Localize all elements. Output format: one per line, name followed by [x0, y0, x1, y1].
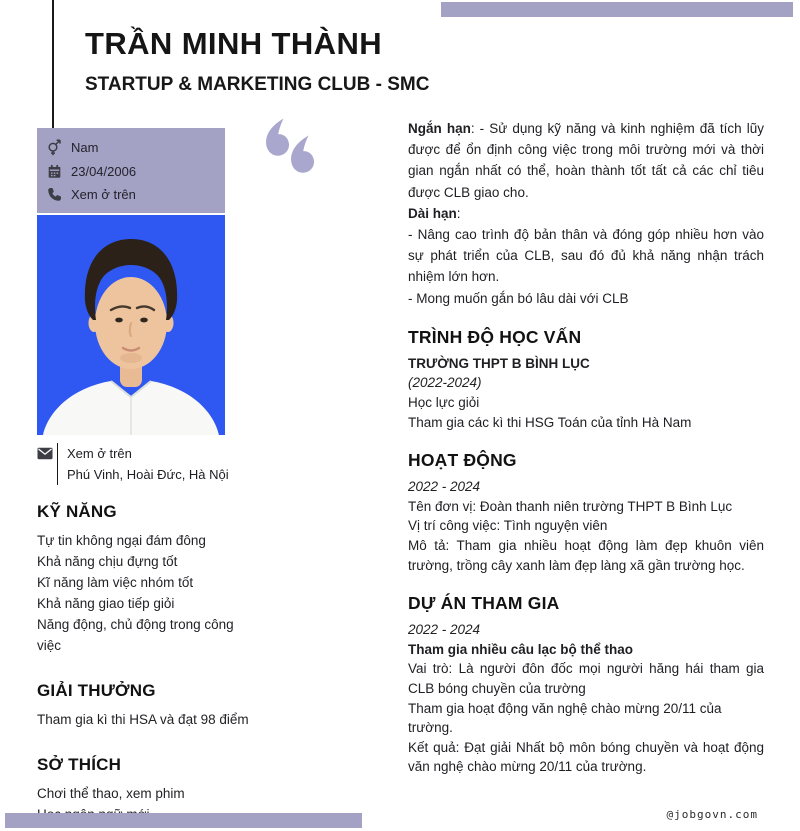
- projects-heading: DỰ ÁN THAM GIA: [408, 593, 560, 614]
- projects-highlight: Tham gia nhiều câu lạc bộ thể thao: [408, 641, 634, 657]
- activity-line: Vị trí công việc: Tình nguyện viên: [408, 518, 608, 534]
- activity-line: Mô tả: Tham gia nhiều hoạt động làm đẹp khuôn viên trường, trồng cây xanh làm đẹp làng xã gần trường học.: [408, 537, 764, 573]
- birthday-row: [47, 164, 215, 179]
- award-item: Tham gia kì thi HSA và đạt 98 điểm: [37, 712, 249, 727]
- phone-value: Xem ở trên: [71, 187, 136, 202]
- club-subtitle: STARTUP & MARKETING CLUB - SMC: [85, 74, 430, 95]
- activity-line: Tên đơn vị: Đoàn thanh niên trường THPT B Bình Lục: [408, 498, 733, 514]
- header: [85, 24, 429, 97]
- watermark-credit: @jobgovn.com: [666, 808, 758, 821]
- skill-item: Tự tin không ngại đám đông: [37, 533, 206, 548]
- objective-long-line: - Mong muốn gắn bó lâu dài với CLB: [408, 290, 629, 306]
- skill-item: Khả năng chịu đựng tốt: [37, 554, 178, 569]
- projects-line: Kết quả: Đạt giải Nhất bộ môn bóng chuyền và hoạt động văn nghệ chào mừng 20/11 của trường.: [408, 739, 764, 775]
- email-value: Xem ở trên: [67, 446, 132, 461]
- education-line: Tham gia các kì thi HSG Toán của tỉnh Hà Nam: [408, 414, 692, 430]
- education-school: TRƯỜNG THPT B BÌNH LỤC: [408, 355, 590, 371]
- education-heading: TRÌNH ĐỘ HỌC VẤN: [408, 326, 582, 347]
- address-value: Phú Vinh, Hoài Đức, Hà Nội: [67, 467, 229, 482]
- activity-heading: HOẠT ĐỘNG: [408, 450, 517, 471]
- projects-line: Tham gia hoạt động văn nghệ chào mừng 20/11 của trường.: [408, 700, 722, 736]
- objective-long-colon: :: [456, 205, 461, 221]
- gender-icon: [47, 139, 62, 156]
- candidate-name: TRẦN MINH THÀNH: [85, 26, 383, 61]
- skill-item: Năng động, chủ động trong công việc: [37, 617, 234, 653]
- objective-long-label-line: [408, 203, 764, 224]
- contact-lines: [57, 443, 229, 485]
- profile-photo: [37, 215, 225, 435]
- bottom-accent-bar: [5, 813, 362, 828]
- skills-heading: KỸ NĂNG: [37, 502, 117, 521]
- right-column: [408, 118, 764, 777]
- top-accent-bar: [441, 2, 793, 17]
- projects-line: Vai trò: Là người đôn đốc mọi người hăng hái tham gia CLB bóng chuyền của trường: [408, 661, 764, 696]
- projects-period: 2022 - 2024: [408, 622, 481, 638]
- hobby-item: Chơi thể thao, xem phim: [37, 786, 185, 801]
- left-column: [37, 128, 259, 825]
- quote-icon: [262, 117, 318, 179]
- objective-short-text: : - Sử dụng kỹ năng và kinh nghiệm đã tích lũy được để ổn định công việc trong môi trường mới và thời gian ngắn nhất có thể, hoàn thành tốt tất cả các chỉ tiêu được CLB giao cho.: [408, 121, 764, 200]
- objective-long-label: Dài hạn: [408, 205, 457, 221]
- header-vertical-rule: [52, 0, 54, 130]
- email-icon: [37, 443, 53, 485]
- phone-icon: [47, 187, 62, 202]
- objective-short-label: Ngắn hạn: [408, 121, 471, 136]
- education-line: Học lực giỏi: [408, 395, 480, 411]
- education-period: (2022-2024): [408, 375, 482, 391]
- skill-item: Khả năng giao tiếp giỏi: [37, 596, 175, 611]
- calendar-icon: [47, 164, 62, 179]
- hobbies-heading: SỞ THÍCH: [37, 755, 122, 774]
- gender-value: Nam: [71, 140, 99, 155]
- phone-row: [47, 187, 215, 202]
- activity-period: 2022 - 2024: [408, 479, 481, 495]
- objective-long-line: - Nâng cao trình độ bản thân và đóng góp nhiều hơn vào sự phát triển của CLB, sau đó đủ khả năng nhận trách nhiệm lớn hơn.: [408, 227, 764, 285]
- portrait-illustration: [37, 215, 225, 435]
- contact-block: [37, 443, 259, 485]
- awards-heading: GIẢI THƯỞNG: [37, 681, 156, 700]
- personal-info-box: [37, 128, 225, 213]
- skill-item: Kĩ năng làm việc nhóm tốt: [37, 575, 194, 590]
- gender-row: [47, 139, 215, 156]
- birthday-value: 23/04/2006: [71, 164, 137, 179]
- objective-short: [408, 118, 764, 203]
